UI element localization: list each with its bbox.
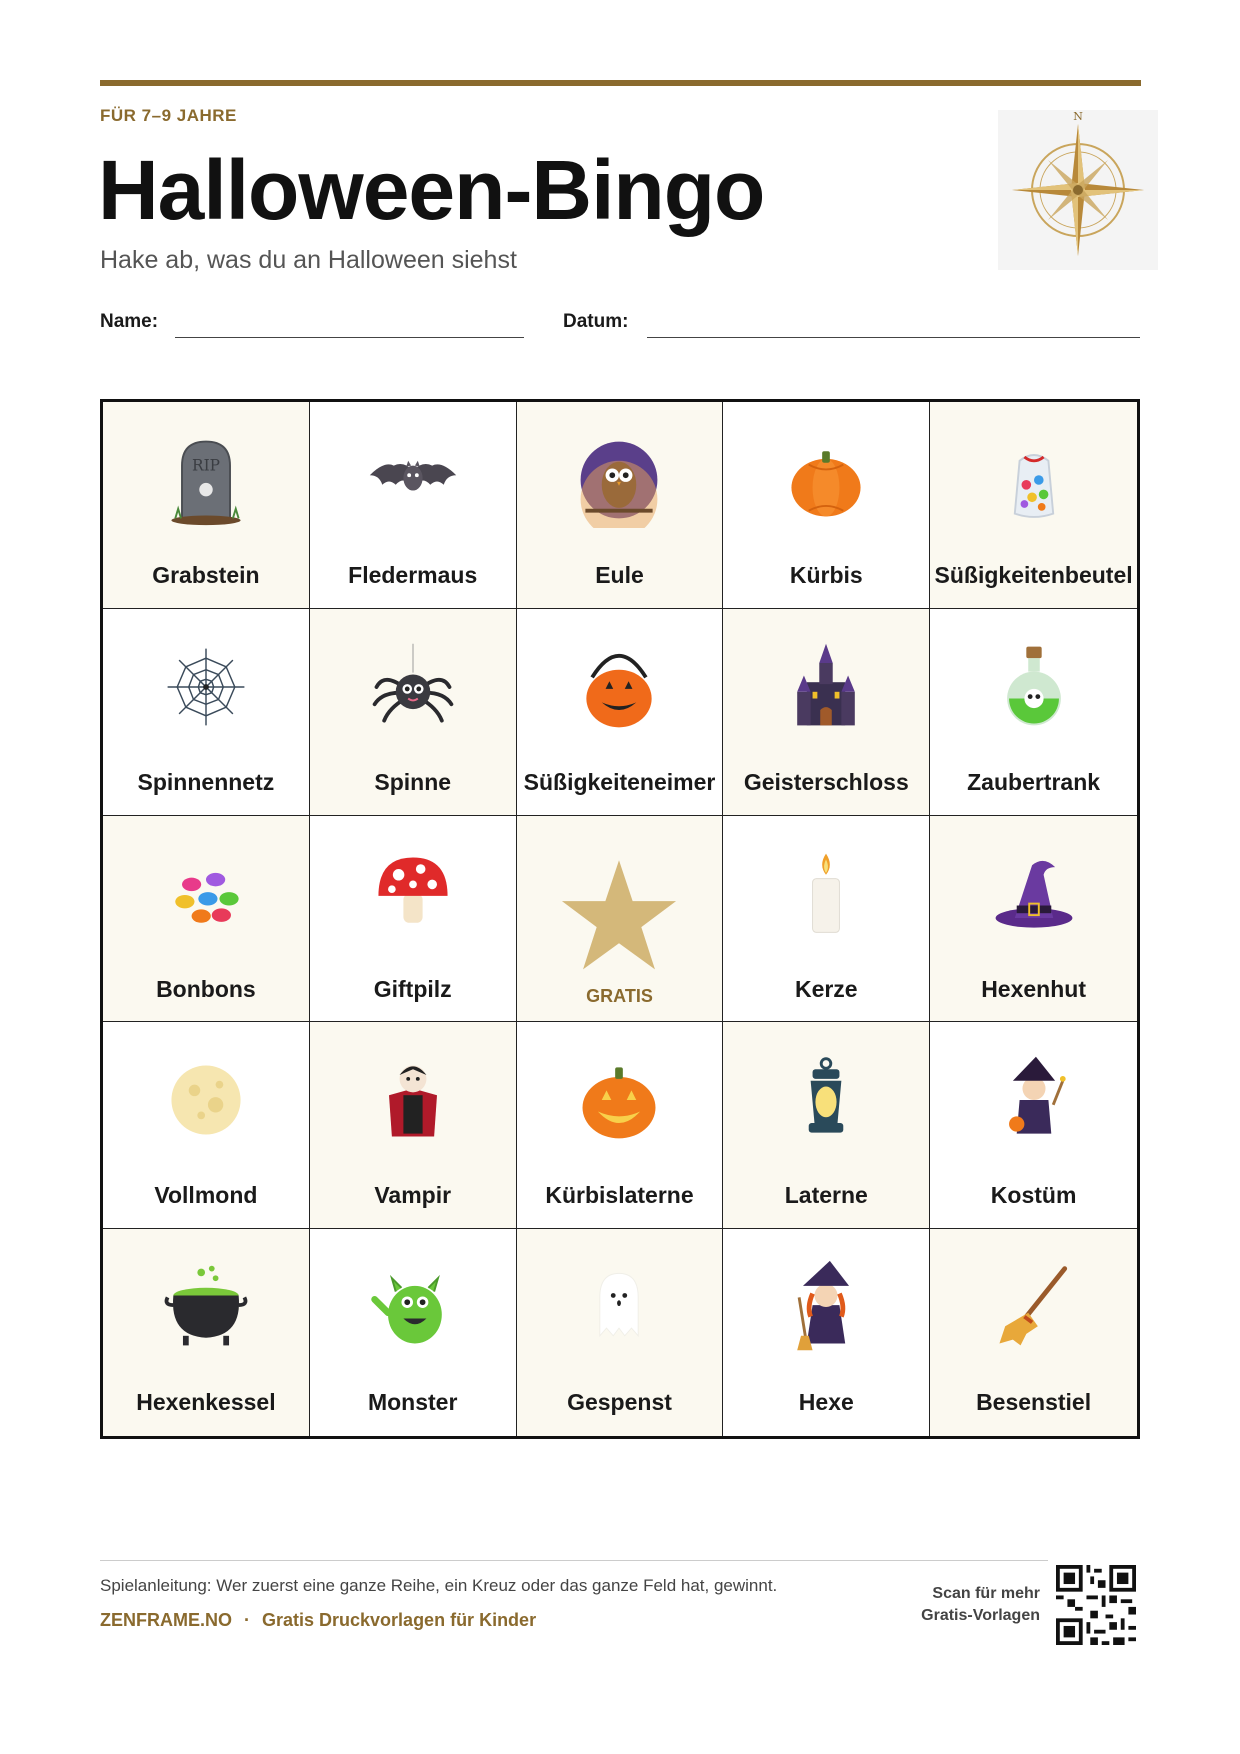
cauldron-icon xyxy=(158,1259,254,1355)
bingo-cell-fledermaus[interactable] xyxy=(310,402,517,609)
free-space-label: GRATIS xyxy=(586,985,653,1006)
witch-hat-icon xyxy=(986,846,1082,942)
bingo-cell-spinne[interactable] xyxy=(310,609,517,816)
cell-label: Hexe xyxy=(798,1389,854,1416)
witch-icon xyxy=(778,1259,874,1355)
bingo-cell-besenstiel[interactable] xyxy=(930,1229,1137,1436)
bingo-cell-free[interactable] xyxy=(517,816,724,1023)
ghost-icon xyxy=(571,1259,667,1355)
bingo-cell-eule[interactable] xyxy=(517,402,724,609)
cell-label: Vampir xyxy=(374,1182,452,1209)
lantern-icon xyxy=(778,1052,874,1148)
star-icon xyxy=(557,854,681,978)
candy-bag-icon xyxy=(986,432,1082,528)
cell-label: Vollmond xyxy=(154,1182,258,1209)
cell-label: Eule xyxy=(595,562,644,588)
bingo-cell-monster[interactable] xyxy=(310,1229,517,1436)
brand-separator: · xyxy=(244,1610,250,1630)
cell-label: Spinne xyxy=(374,768,452,795)
name-label: Name: xyxy=(100,311,159,332)
svg-text:N: N xyxy=(1073,110,1083,123)
candle-icon xyxy=(778,846,874,942)
costume-icon xyxy=(986,1052,1082,1148)
footer-divider xyxy=(100,1560,1048,1561)
brand-tagline: Gratis Druckvorlagen für Kinder xyxy=(262,1610,537,1630)
cell-label: Hexenkessel xyxy=(136,1389,276,1416)
date-label: Datum: xyxy=(563,311,629,332)
gravestone-icon xyxy=(158,432,254,528)
cell-label: Fledermaus xyxy=(348,562,478,588)
bingo-cell-hexenkessel[interactable] xyxy=(103,1229,310,1436)
page-subtitle: Hake ab, was du an Halloween siehst xyxy=(100,246,517,274)
game-instructions: Spielanleitung: Wer zuerst eine ganze Reihe, ein Kreuz oder das ganze Feld hat, gewinnt. xyxy=(100,1576,778,1595)
bingo-cell-bonbons[interactable] xyxy=(103,816,310,1023)
top-rule xyxy=(100,80,1141,86)
footer-brand xyxy=(100,1610,536,1631)
spiderweb-icon xyxy=(158,639,254,735)
cell-label: Bonbons xyxy=(156,975,256,1002)
bingo-cell-kuerbislaterne[interactable] xyxy=(517,1022,724,1229)
vampire-icon xyxy=(365,1052,461,1148)
bingo-cell-suessigkeiteneimer[interactable] xyxy=(517,609,724,816)
svg-text:RIP: RIP xyxy=(191,456,220,475)
cell-label: Zaubertrank xyxy=(967,768,1101,795)
bingo-cell-geisterschloss[interactable] xyxy=(723,609,930,816)
cell-label: Gespenst xyxy=(567,1389,672,1416)
cell-label: Monster xyxy=(367,1389,458,1416)
bingo-grid xyxy=(100,399,1140,1439)
bingo-cell-vollmond[interactable] xyxy=(103,1022,310,1229)
candies-icon xyxy=(158,846,254,942)
bingo-cell-vampir[interactable] xyxy=(310,1022,517,1229)
name-field[interactable] xyxy=(175,337,524,338)
spider-icon xyxy=(365,639,461,735)
qr-code-icon[interactable] xyxy=(1056,1565,1136,1645)
cell-label: Kürbis xyxy=(789,562,863,588)
date-field[interactable] xyxy=(647,337,1140,338)
page-title: Halloween-Bingo xyxy=(98,143,765,237)
bingo-cell-hexe[interactable] xyxy=(723,1229,930,1436)
cell-label: Giftpilz xyxy=(373,975,452,1002)
owl-icon xyxy=(571,432,667,528)
cell-label: Spinnennetz xyxy=(137,768,275,795)
scan-line-1: Scan für mehr xyxy=(932,1585,1040,1602)
haunted-castle-icon xyxy=(778,639,874,735)
cell-label: Besenstiel xyxy=(976,1389,1092,1416)
scan-hint xyxy=(880,1583,1040,1628)
brand-link[interactable]: ZENFRAME.NO xyxy=(100,1610,232,1630)
bingo-cell-laterne[interactable] xyxy=(723,1022,930,1229)
scan-line-2: Gratis-Vorlagen xyxy=(921,1607,1040,1625)
bingo-cell-giftpilz[interactable] xyxy=(310,816,517,1023)
compass-rose-icon xyxy=(998,110,1158,270)
cell-label: Laterne xyxy=(784,1182,868,1209)
jack-o-lantern-icon xyxy=(571,1052,667,1148)
cell-label: Kostüm xyxy=(990,1182,1077,1209)
bingo-cell-spinnennetz[interactable] xyxy=(103,609,310,816)
candy-bucket-icon xyxy=(571,639,667,735)
bingo-cell-zaubertrank[interactable] xyxy=(930,609,1137,816)
cell-label: Süßigkeitenbeutel xyxy=(934,562,1133,588)
cell-label: Süßigkeiteneimer xyxy=(523,768,716,795)
bat-icon xyxy=(365,432,461,528)
cell-label: Geisterschloss xyxy=(743,768,909,795)
bingo-cell-grabstein[interactable] xyxy=(103,402,310,609)
bingo-cell-gespenst[interactable] xyxy=(517,1229,724,1436)
bingo-cell-kerze[interactable] xyxy=(723,816,930,1023)
cell-label: Hexenhut xyxy=(981,975,1086,1002)
bingo-cell-kostuem[interactable] xyxy=(930,1022,1137,1229)
bingo-cell-hexenhut[interactable] xyxy=(930,816,1137,1023)
toadstool-icon xyxy=(365,846,461,942)
bingo-cell-kuerbis[interactable] xyxy=(723,402,930,609)
monster-icon xyxy=(365,1259,461,1355)
full-moon-icon xyxy=(158,1052,254,1148)
cell-label: Grabstein xyxy=(152,562,260,588)
bingo-cell-suessigkeitenbeutel[interactable] xyxy=(930,402,1137,609)
cell-label: Kerze xyxy=(794,975,858,1002)
pumpkin-icon xyxy=(778,432,874,528)
potion-icon xyxy=(986,639,1082,735)
cell-label: Kürbislaterne xyxy=(545,1182,694,1209)
broomstick-icon xyxy=(986,1259,1082,1355)
age-label: FÜR 7–9 JAHRE xyxy=(100,106,237,125)
